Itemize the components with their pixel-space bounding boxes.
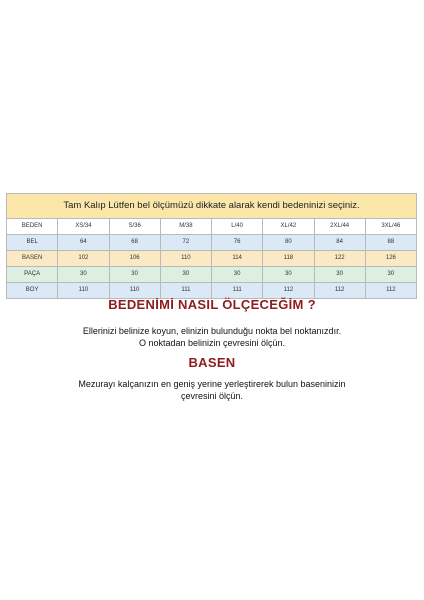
value-cell: 76 — [212, 235, 263, 251]
value-cell: 112 — [365, 283, 416, 299]
value-cell: 84 — [314, 235, 365, 251]
value-cell: 30 — [263, 267, 314, 283]
size-cell: XS/34 — [58, 219, 109, 235]
size-chart-title: Tam Kalıp Lütfen bel ölçümüzü dikkate alarak kendi bedeninizi seçiniz. — [7, 194, 417, 219]
value-cell: 88 — [365, 235, 416, 251]
value-cell: 111 — [160, 283, 211, 299]
row-label: BASEN — [7, 251, 58, 267]
table-row-paca — [7, 267, 417, 283]
value-cell: 72 — [160, 235, 211, 251]
size-cell: 3XL/46 — [365, 219, 416, 235]
value-cell: 112 — [314, 283, 365, 299]
value-cell: 30 — [365, 267, 416, 283]
hip-instruction-line-1: Mezurayı kalçanızın en geniş yerine yerleştirerek bulun baseninizin — [78, 379, 346, 389]
value-cell: 102 — [58, 251, 109, 267]
value-cell: 110 — [160, 251, 211, 267]
value-cell: 114 — [212, 251, 263, 267]
value-cell: 110 — [109, 283, 160, 299]
value-cell: 64 — [58, 235, 109, 251]
hip-section-title: BASEN — [188, 355, 236, 370]
size-chart-header-row — [7, 194, 417, 219]
value-cell: 30 — [212, 267, 263, 283]
row-label: BEL — [7, 235, 58, 251]
row-label: BOY — [7, 283, 58, 299]
size-cell: S/36 — [109, 219, 160, 235]
row-label: PAÇA — [7, 267, 58, 283]
value-cell: 68 — [109, 235, 160, 251]
table-row-beden — [7, 219, 417, 235]
size-cell: 2XL/44 — [314, 219, 365, 235]
value-cell: 30 — [109, 267, 160, 283]
value-cell: 122 — [314, 251, 365, 267]
waist-instruction-line-1: Ellerinizi belinize koyun, elinizin bulunduğu nokta bel noktanızdır. — [82, 326, 342, 336]
value-cell: 30 — [160, 267, 211, 283]
hip-instructions — [0, 378, 424, 402]
table-row-bel — [7, 235, 417, 251]
size-cell: L/40 — [212, 219, 263, 235]
value-cell: 118 — [263, 251, 314, 267]
value-cell: 110 — [58, 283, 109, 299]
size-cell: M/38 — [160, 219, 211, 235]
measuring-guide-title: BEDENİMİ NASIL ÖLÇECEĞİM ? — [108, 297, 316, 312]
value-cell: 106 — [109, 251, 160, 267]
row-label: BEDEN — [7, 219, 58, 235]
value-cell: 112 — [263, 283, 314, 299]
value-cell: 80 — [263, 235, 314, 251]
waist-instructions — [0, 325, 424, 349]
hip-instruction-line-2: çevresini ölçün. — [180, 391, 244, 401]
waist-instruction-line-2: O noktadan belinizin çevresini ölçün. — [138, 338, 286, 348]
value-cell: 30 — [314, 267, 365, 283]
value-cell: 126 — [365, 251, 416, 267]
size-cell: XL/42 — [263, 219, 314, 235]
value-cell: 30 — [58, 267, 109, 283]
size-chart-table — [6, 193, 417, 299]
table-row-basen — [7, 251, 417, 267]
value-cell: 111 — [212, 283, 263, 299]
